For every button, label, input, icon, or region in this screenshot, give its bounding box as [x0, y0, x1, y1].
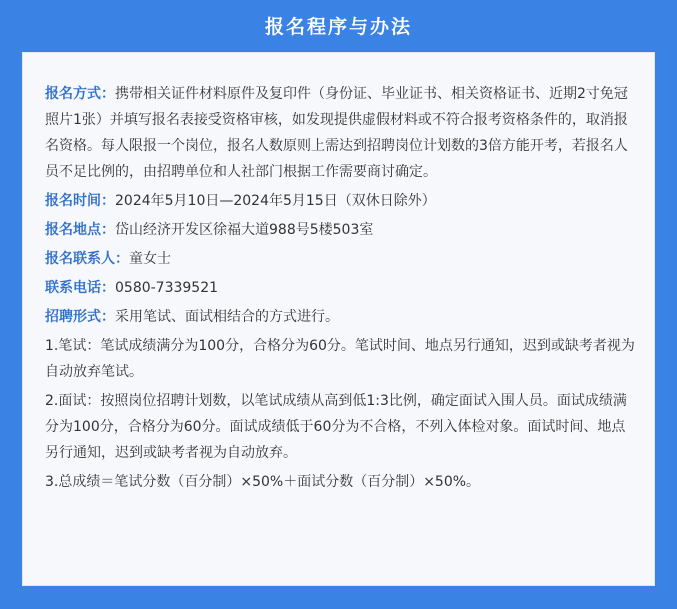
recruitment-form-label: 招聘形式： — [45, 309, 115, 325]
registration-contact-text: 童女士 — [129, 251, 171, 267]
content-panel — [22, 52, 655, 586]
contact-phone — [45, 275, 637, 301]
registration-method-label: 报名方式： — [45, 86, 115, 102]
registration-time-text: 2024年5月10日—2024年5月15日（双休日除外） — [115, 193, 436, 209]
registration-method — [45, 81, 637, 185]
registration-contact — [45, 246, 637, 272]
page-title: 报名程序与办法 — [264, 16, 412, 38]
registration-method-text: 携带相关证件材料原件及复印件（身份证、毕业证书、相关资格证书、近期2寸免冠照片1张）并填写报名表接受资格审核，如发现提供虚假材料或不符合报考资格条件的，取消报名资格。每人限报一个岗位，报名人数原则上需达到招聘岗位计划数的3倍方能开考，若报名人员不足比例的，由招聘单位和人社部门根据工作需要商讨确定。 — [45, 86, 628, 180]
written-exam-item: 1.笔试：笔试成绩满分为100分，合格分为60分。笔试时间、地点另行通知，迟到或缺考者视为自动放弃笔试。 — [45, 338, 635, 380]
total-score-item: 3.总成绩＝笔试分数（百分制）×50%＋面试分数（百分制）×50%。 — [45, 474, 481, 490]
interview-item: 2.面试：按照岗位招聘计划数，以笔试成绩从高到低1:3比例，确定面试入围人员。面试成绩满分为100分，合格分为60分。面试成绩低于60分为不合格，不列入体检对象。面试时间、地点另行通知，迟到或缺考者视为自动放弃。 — [45, 393, 627, 461]
registration-location-label: 报名地点： — [45, 222, 115, 238]
registration-time — [45, 188, 637, 214]
contact-phone-text: 0580-7339521 — [115, 280, 219, 296]
registration-location — [45, 217, 637, 243]
recruitment-form-text: 采用笔试、面试相结合的方式进行。 — [115, 309, 339, 325]
recruitment-form — [45, 304, 637, 330]
registration-contact-label: 报名联系人： — [45, 251, 129, 267]
registration-time-label: 报名时间： — [45, 193, 115, 209]
registration-location-text: 岱山经济开发区徐福大道988号5楼503室 — [115, 222, 374, 238]
content-body — [45, 81, 637, 498]
contact-phone-label: 联系电话： — [45, 280, 115, 296]
